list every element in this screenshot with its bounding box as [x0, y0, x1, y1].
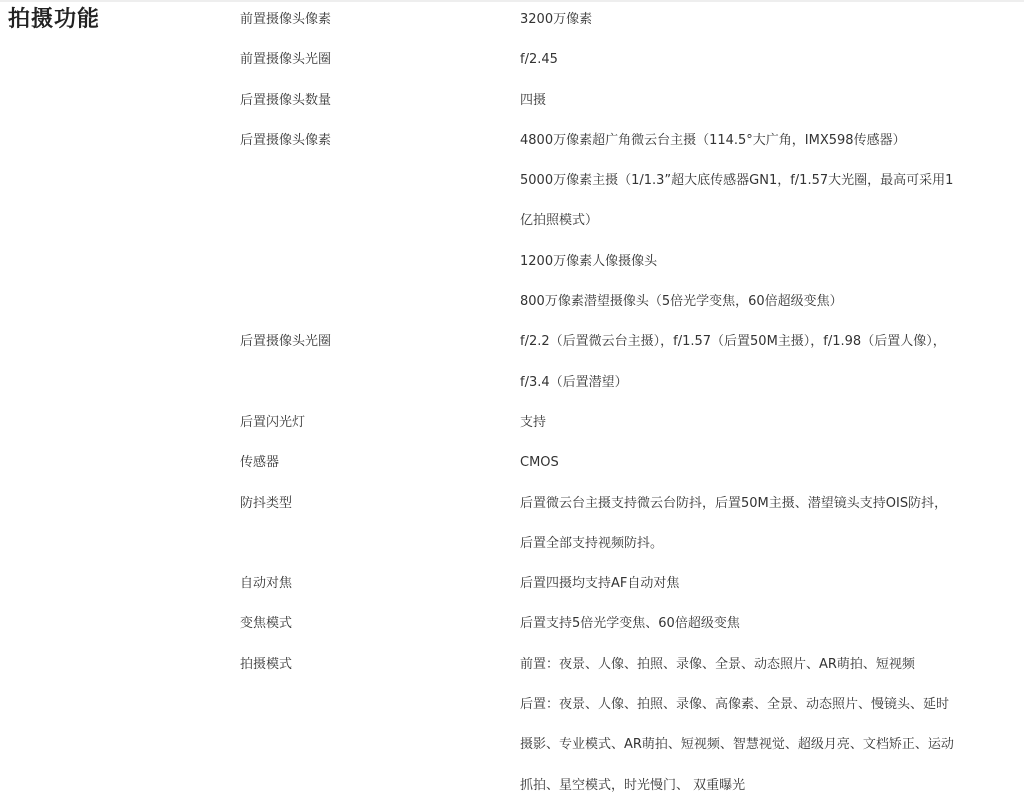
spec-value: 支持	[520, 414, 547, 430]
spec-values	[520, 121, 1000, 322]
spec-key: 自动对焦	[240, 576, 293, 592]
spec-value: f/3.4（后置潜望）	[520, 374, 628, 390]
spec-values	[520, 604, 1000, 644]
spec-key: 拍摄模式	[240, 656, 293, 672]
spec-values	[520, 645, 1000, 806]
spec-value: 后置全部支持视频防抖。	[520, 535, 664, 551]
spec-value: 前置：夜景、人像、拍照、录像、全景、动态照片、AR萌拍、短视频	[520, 656, 915, 672]
spec-row	[240, 484, 1000, 565]
spec-key: 传感器	[240, 455, 280, 471]
spec-row	[240, 322, 1000, 403]
spec-key: 后置摄像头像素	[240, 132, 332, 148]
spec-value: 四摄	[520, 92, 547, 108]
spec-value: 后置：夜景、人像、拍照、录像、高像素、全景、动态照片、慢镜头、延时	[520, 697, 950, 713]
spec-value: 摄影、专业模式、AR萌拍、短视频、智慧视觉、超级月亮、文档矫正、运动	[520, 737, 954, 753]
spec-key: 变焦模式	[240, 616, 293, 632]
spec-key: 后置闪光灯	[240, 414, 306, 430]
spec-value: 后置微云台主摄支持微云台防抖，后置50M主摄、潜望镜头支持OIS防抖，	[520, 495, 948, 511]
spec-key: 防抖类型	[240, 495, 293, 511]
spec-values	[520, 484, 1000, 565]
spec-values	[520, 40, 1000, 80]
spec-value: 抓拍、星空模式，时光慢门、 双重曝光	[520, 777, 746, 793]
spec-value: 800万像素潜望摄像头（5倍光学变焦，60倍超级变焦）	[520, 294, 843, 310]
spec-values	[520, 322, 1000, 403]
spec-value: 4800万像素超广角微云台主摄（114.5°大广角，IMX598传感器）	[520, 132, 906, 148]
spec-row	[240, 81, 1000, 121]
spec-row	[240, 645, 1000, 806]
spec-value: f/2.45	[520, 52, 558, 68]
spec-key: 后置摄像头光圈	[240, 334, 332, 350]
spec-row	[240, 564, 1000, 604]
spec-values	[520, 0, 1000, 40]
spec-row	[240, 40, 1000, 80]
spec-values	[520, 564, 1000, 604]
spec-value: 亿拍照模式）	[520, 213, 599, 229]
spec-row	[240, 403, 1000, 443]
spec-key: 前置摄像头像素	[240, 12, 332, 27]
spec-values	[520, 443, 1000, 483]
spec-value: 3200万像素	[520, 12, 593, 27]
spec-row	[240, 443, 1000, 483]
spec-key: 前置摄像头光圈	[240, 52, 332, 68]
section-title: 拍摄功能	[8, 7, 101, 32]
spec-value: CMOS	[520, 455, 559, 471]
spec-table	[240, 0, 1000, 806]
spec-value: f/2.2（后置微云台主摄），f/1.57（后置50M主摄），f/1.98（后置人像），	[520, 334, 946, 350]
spec-values	[520, 81, 1000, 121]
spec-value: 1200万像素人像摄像头	[520, 253, 658, 269]
spec-row	[240, 604, 1000, 644]
spec-row	[240, 121, 1000, 322]
spec-value: 后置支持5倍光学变焦、60倍超级变焦	[520, 616, 740, 632]
spec-value: 5000万像素主摄（1/1.3”超大底传感器GN1，f/1.57大光圈，最高可采用1	[520, 173, 954, 189]
spec-row	[240, 0, 1000, 40]
spec-value: 后置四摄均支持AF自动对焦	[520, 576, 680, 592]
spec-key: 后置摄像头数量	[240, 92, 332, 108]
spec-values	[520, 403, 1000, 443]
